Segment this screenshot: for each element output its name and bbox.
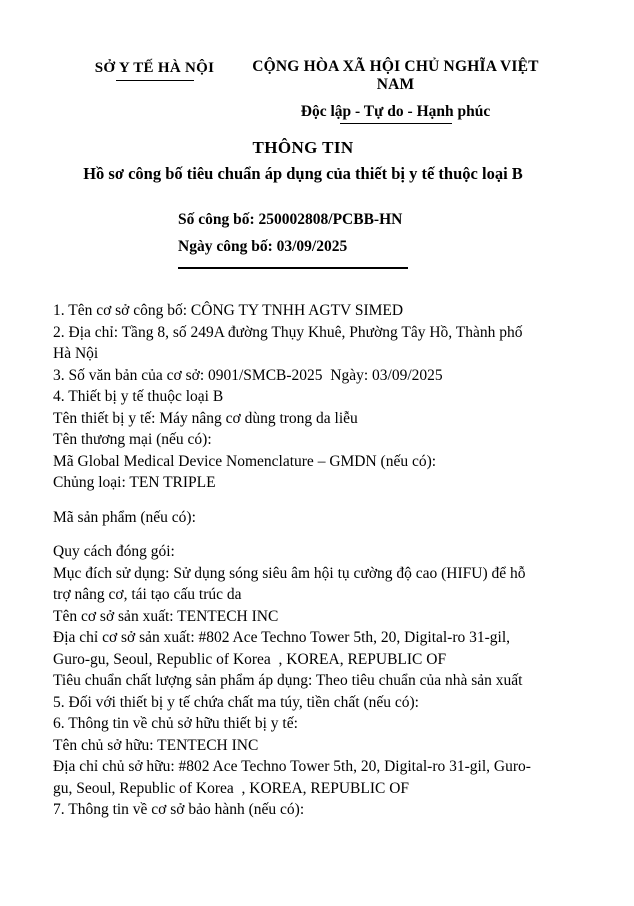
document-line bbox=[53, 494, 613, 507]
document-line: Mã Global Medical Device Nomenclature – GMDN (nếu có): bbox=[53, 452, 437, 470]
document-line: 6. Thông tin về chủ sở hữu thiết bị y tế: bbox=[53, 715, 298, 732]
document-line: Địa chỉ chủ sở hữu: #802 Ace Techno Tower 5th, 20, Digital-ro 31-gil, Guro- bbox=[53, 758, 531, 775]
document-line: gu, Seoul, Republic of Korea , KOREA, REPUBLIC OF bbox=[53, 779, 410, 797]
document-line: Tên thương mại (nếu có): bbox=[53, 431, 212, 448]
document-line: 4. Thiết bị y tế thuộc loại B bbox=[53, 388, 224, 405]
document-line: Guro-gu, Seoul, Republic of Korea , KOREA, REPUBLIC OF bbox=[53, 650, 447, 668]
document-line: trợ nâng cơ, tái tạo cấu trúc da bbox=[53, 586, 242, 603]
document-subtitle: Hồ sơ công bố tiêu chuẩn áp dụng của thiết bị y tế thuộc loại B bbox=[83, 164, 523, 183]
publication-date: Ngày công bố: 03/09/2025 bbox=[178, 238, 348, 255]
issuer-underline bbox=[116, 80, 194, 81]
document-line: Quy cách đóng gói: bbox=[53, 543, 175, 560]
document-line: Địa chỉ cơ sở sản xuất: #802 Ace Techno Tower 5th, 20, Digital-ro 31-gil, bbox=[53, 629, 511, 646]
document-line: 1. Tên cơ sở công bố: CÔNG TY TNHH AGTV SIMED bbox=[53, 302, 404, 319]
document-body bbox=[53, 300, 613, 821]
title-block bbox=[53, 138, 553, 184]
issuer-name: SỞ Y TẾ HÀ NỘI bbox=[94, 60, 215, 76]
document-line: 2. Địa chỉ: Tầng 8, số 249A đường Thụy Khuê, Phường Tây Hồ, Thành phố bbox=[53, 323, 523, 341]
issuer-block bbox=[72, 60, 237, 81]
publication-info bbox=[178, 206, 634, 260]
horizontal-divider bbox=[178, 267, 408, 269]
publication-number: Số công bố: 250002808/PCBB-HN bbox=[178, 211, 403, 228]
document-header bbox=[0, 0, 634, 118]
document-line: Hà Nội bbox=[53, 345, 99, 362]
motto-underline bbox=[340, 123, 452, 124]
document-line: Mục đích sử dụng: Sử dụng sóng siêu âm hội tụ cường độ cao (HIFU) để hỗ bbox=[53, 564, 526, 582]
document-line: Tên thiết bị y tế: Máy nâng cơ dùng trong da liễu bbox=[53, 409, 358, 427]
document-line: Tên chủ sở hữu: TENTECH INC bbox=[53, 736, 259, 754]
national-title: CỘNG HÒA XÃ HỘI CHỦ NGHĨA VIỆT NAM bbox=[252, 58, 539, 93]
document-line: Tên cơ sở sản xuất: TENTECH INC bbox=[53, 607, 279, 625]
national-motto: Độc lập - Tự do - Hạnh phúc bbox=[300, 103, 491, 120]
national-header-block bbox=[238, 58, 553, 124]
document-line: 3. Số văn bản của cơ sở: 0901/SMCB-2025 Ngày: 03/09/2025 bbox=[53, 366, 443, 384]
document-line: Mã sản phẩm (nếu có): bbox=[53, 508, 196, 526]
document-line: Tiêu chuẩn chất lượng sản phẩm áp dụng: Theo tiêu chuẩn của nhà sản xuất bbox=[53, 672, 523, 689]
document-title: THÔNG TIN bbox=[252, 138, 354, 157]
document-line: Chủng loại: TEN TRIPLE bbox=[53, 474, 216, 491]
document-line bbox=[53, 528, 613, 541]
document-line: 5. Đối với thiết bị y tế chứa chất ma túy, tiền chất (nếu có): bbox=[53, 693, 419, 711]
document-line: 7. Thông tin về cơ sở bảo hành (nếu có): bbox=[53, 801, 305, 818]
